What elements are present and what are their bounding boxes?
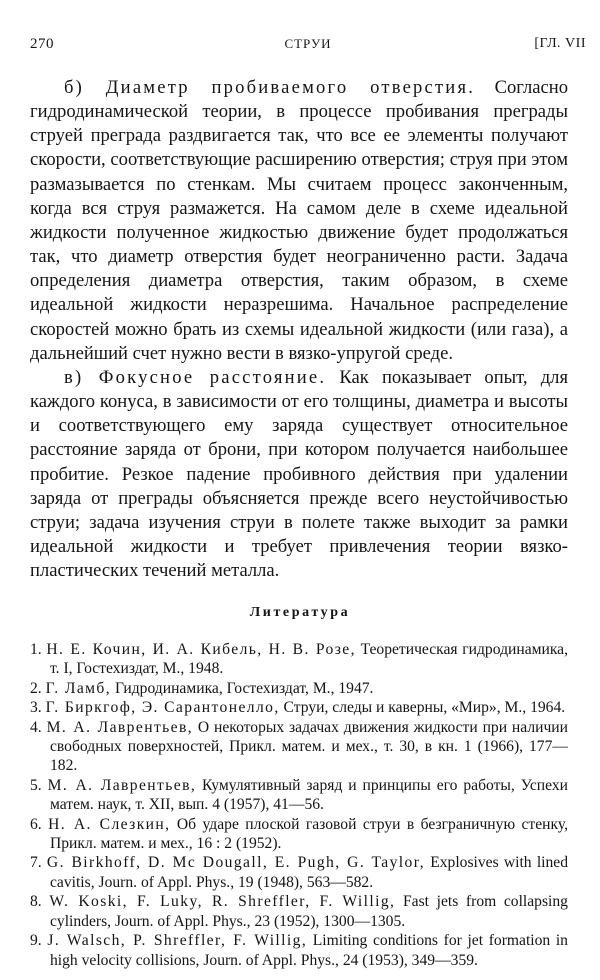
reference-text: О некоторых задачах движения жидкости при наличии свободных поверхностей, Прикл. матем. и мех., т. 30, в кн. 1 (1966), 177—182. — [50, 718, 568, 775]
reference-authors: Н. Е. Кочин, И. А. Кибель, Н. В. Розе, — [46, 641, 356, 658]
paragraph-diameter — [30, 76, 568, 366]
reference-item: 3. Г. Биркгоф, Э. Сарантонелло, Струи, следы и каверны, «Мир», М., 1964. — [30, 699, 566, 717]
reference-item: 2. Г. Ламб, Гидродинамика, Гостехиздат, М., 1947. — [30, 679, 374, 697]
body-text — [30, 76, 568, 583]
running-title: СТРУИ — [284, 36, 332, 51]
reference-text: Fast jets from collapsing cylinders, Journ. of Appl. Phys., 23 (1952), 1300—1305. — [50, 893, 568, 930]
paragraph-label: б) Диаметр пробиваемого отверстия. — [64, 77, 476, 98]
reference-authors: Г. Ламб, — [45, 679, 112, 697]
reference-authors: Г. Биркгоф, Э. Сарантонелло, — [45, 699, 280, 717]
reference-item: 4. М. А. Лаврентьев, О некоторых задачах движения жидкости при наличии свободных поверхностей, Прикл. матем. и мех., т. 30, в кн. 1 (1966), 177—182. — [30, 718, 568, 775]
reference-item: 8. W. Koski, F. Luky, R. Shreffler, F. Willig, Fast jets from collapsing cylinders, Journ. of Appl. Phys., 23 (1952), 1300—1305. — [30, 893, 568, 930]
page-number: 270 — [30, 36, 54, 52]
reference-text: Об ударе плоской газовой струи в безграничную стенку, Прикл. матем. и мех., 16 : 2 (1952). — [50, 815, 568, 853]
reference-text: Теоретическая гидродинамика, т. I, Гостехиздат, М., 1948. — [50, 641, 568, 678]
reference-text: Limiting conditions for jet formation in high velocity collisions, Journ. of Appl. Phys., 24 (1953), 349—359. — [50, 932, 568, 969]
paragraph-text: Согласно гидродинамической теории, в процессе пробивания преграды струей преграда раздвигается так, что все ее элементы получают скорости, соответствующие расширению отверстия; струя при этом размазывается по стенкам. Мы считаем процесс законченным, когда вся струя размажется. На самом деле в схеме идеальной жидкости полученное жидкостью движение будет продолжаться так, что диаметр отверстия будет неограниченно расти. Задача определения диаметра отверстия, таким образом, в схеме идеальной жидкости неразрешима. Начальное распределение скоростей можно брать из схемы идеальной жидкости (или газа), а дальнейший счет нужно вести в вязко-упругой среде. — [30, 77, 568, 364]
reference-authors: М. А. Лаврентьев, — [47, 776, 197, 794]
chapter-marker: [ГЛ. VII — [534, 36, 586, 51]
reference-item: 5. М. А. Лаврентьев, Кумулятивный заряд и принципы его работы, Успехи матем. наук, т. XII, вып. 4 (1957), 41—56. — [30, 776, 568, 814]
page-header — [30, 36, 586, 58]
reference-authors: G. Birkhoff, D. Mc Dougall, E. Pugh, G. Taylor, — [46, 854, 426, 872]
reference-list — [30, 640, 568, 970]
paragraph-text: Как показывает опыт, для каждого конуса, в зависимости от его толщины, диаметра и высоты и соответствующего ему заряда существует относительное расстояние заряда от брони, при котором получается наибольшее пробитие. Резкое падение пробивного действия при удалении заряда от преграды объясняется прежде всего неустойчивостью струи; задача изучения струи в полете также выходит за рамки идеальной жидкости и требует привлечения теории вязко-пластических течений металла. — [30, 366, 568, 582]
reference-authors: Н. А. Слезкин, — [48, 815, 171, 833]
reference-text: Струи, следы и каверны, «Мир», М., 1964. — [279, 699, 566, 717]
reference-authors: М. А. Лаврентьев, — [46, 718, 194, 736]
reference-item: 7. G. Birkhoff, D. Mc Dougall, E. Pugh, G. Taylor, Explosives with lined cavitis, Journ. of Appl. Phys., 19 (1948), 563—582. — [30, 854, 568, 891]
literature-heading: Литература — [249, 605, 351, 620]
reference-text: Гидродинамика, Гостехиздат, М., 1947. — [111, 679, 374, 697]
reference-authors: J. Walsch, P. Shreffler, F. Willig, — [47, 932, 308, 950]
reference-item: 1. Н. Е. Кочин, И. А. Кибель, Н. В. Розе, Теоретическая гидродинамика, т. I, Гостехиздат, М., 1948. — [30, 641, 568, 678]
reference-item: 9. J. Walsch, P. Shreffler, F. Willig, Limiting conditions for jet formation in high velocity collisions, Journ. of Appl. Phys., 24 (1953), 349—359. — [30, 932, 568, 969]
reference-authors: W. Koski, F. Luky, R. Shreffler, F. Willig, — [49, 893, 396, 911]
paragraph-label: в) Фокусное расстояние. — [64, 366, 327, 388]
reference-item: 6. Н. А. Слезкин, Об ударе плоской газовой струи в безграничную стенку, Прикл. матем. и мех., 16 : 2 (1952). — [30, 815, 568, 853]
reference-text: Explosives with lined cavitis, Journ. of Appl. Phys., 19 (1948), 563—582. — [50, 854, 568, 891]
paragraph-focal-distance — [30, 366, 568, 583]
reference-text: Кумулятивный заряд и принципы его работы, Успехи матем. наук, т. XII, вып. 4 (1957), 41—56. — [50, 776, 568, 814]
